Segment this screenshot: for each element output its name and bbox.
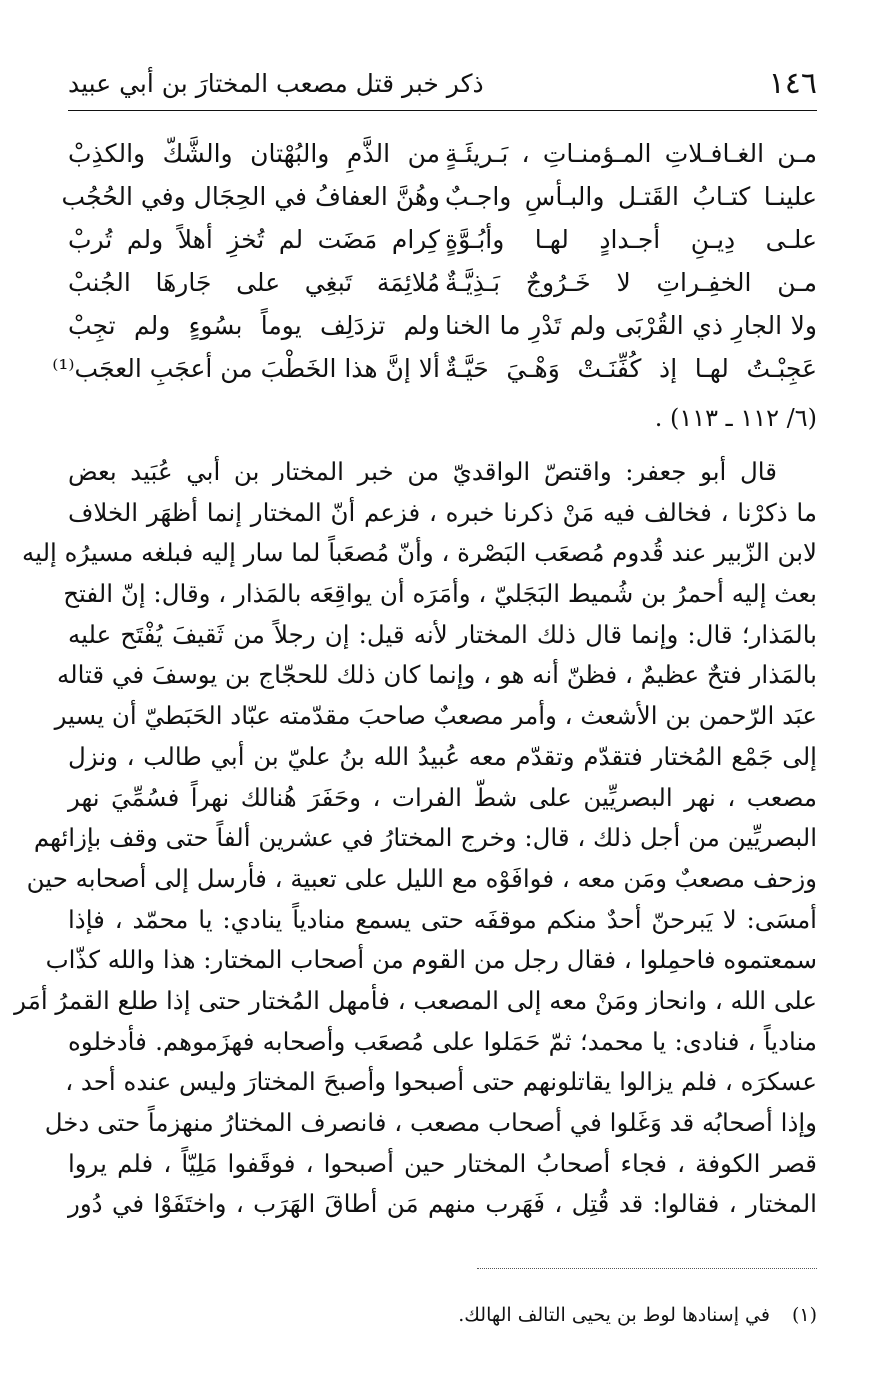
prose-line: مصعب ، نهر البصريِّين على شطّ الفرات ، وحَفَرَ هُنالك نهراً فسُمِّيَ نهر bbox=[68, 782, 817, 812]
page-header bbox=[68, 58, 817, 108]
header-rule bbox=[68, 110, 817, 111]
prose-line: لابن الزّبير عند قُدوم مُصعَب البَصْرة ، وأنّ مُصعَباً لما سار إليه فبلغه مسيرُه إليه bbox=[22, 538, 817, 568]
poem-line: علينـا كتـابُ القَتـل والبـأسِ واجـبٌ bbox=[445, 182, 817, 211]
prose-line: سمعتموه فاحمِلوا ، فقال رجل من القوم من أصحاب المختار: هذا والله كذّاب bbox=[45, 945, 817, 975]
prose-line: عبَد الرّحمن بن الأشعث ، وأمر مصعبٌ صاحبَ مقدّمته عبّاد الحَبَطيّ أن يسير bbox=[54, 701, 817, 731]
poem-line: عَجِبْـتُ لهـا إذ كُفِّنَـتْ وَهْـيَ حَيَّـةٌ bbox=[445, 354, 817, 383]
prose-line: بعث إليه أحمرُ بن شُميط البَجَليّ ، وأمَرَه أن يواقِعَه بالمَذار ، وقال: إنّ الفتح bbox=[63, 579, 817, 609]
footnote-text: في إسنادها لوط بن يحيى التالف الهالك. bbox=[458, 1304, 770, 1326]
prose-line: قال أبو جعفر: واقتصّ الواقديّ من خبر المختار بن أبي عُبَيد بعض bbox=[68, 457, 777, 486]
page-number: ١٤٦ bbox=[768, 65, 817, 101]
poem-line: وهُنَّ العفافُ في الحِجَال وفي الحُجُب bbox=[61, 182, 440, 211]
poem-line: ولا الجارِ ذي القُرْبَى ولم تَدْرِ ما الخنا bbox=[445, 311, 817, 340]
footnote bbox=[68, 1300, 817, 1330]
prose-line: منادياً ، فنادى: يا محمد؛ ثمّ حَمَلوا على مُصعَب وأصحابه فهزَموهم. فأدخلوه bbox=[68, 1026, 817, 1056]
poem-line: مـن الخفِـراتِ لا خَـرُوجٌ بَـذِيَّـةٌ bbox=[445, 268, 817, 297]
prose-body bbox=[14, 452, 817, 1225]
prose-line: ما ذكرْنا ، فخالف فيه مَنْ ذكرنا خبره ، فزعم أنّ المختار إنما أظهَر الخلاف bbox=[68, 497, 817, 527]
prose-line: أمسَى: لا يَبرحنّ أحدٌ منكم موقفَه حتى يسمع منادياً ينادي: يا محمّد ، فإذا bbox=[68, 904, 817, 934]
prose-line: البصريِّين من أجل ذلك ، قال: وخرج المختارُ في عشرين ألفاً حتى وقف بإزائهم bbox=[33, 823, 817, 853]
poem-line: من الذَّمِ والبُهْتان والشَّكّ والكذِبْ bbox=[68, 139, 440, 168]
poem-line: مـن الغـافـلاتِ المـؤمنـاتِ ، بَـريئَـةٍ bbox=[445, 139, 817, 168]
poem-line: مُلائِمَة تَبغِي على جَارهَا الجُنبْ bbox=[68, 268, 440, 297]
prose-line: المختار ، فقالوا: قد قُتِل ، فَهَرب منهم مَن أطاقَ الهَرَب ، واختَفَوْا في دُور bbox=[68, 1189, 817, 1219]
poem-right-column bbox=[445, 132, 817, 432]
poem-reference: (٦/ ١١٢ ـ ١١٣) . bbox=[654, 404, 817, 432]
prose-line: عسكرَه ، فلم يزالوا يقاتلونهم حتى أصبحوا وأصبحَ المختارَ وليس عنده أحد ، bbox=[65, 1067, 817, 1097]
prose-line: وزحف مصعبٌ ومَن معه ، فوافَوْه مع الليل على تعبية ، فأرسل إلى أصحابه حين bbox=[26, 863, 817, 893]
poem-line: ولم تزدَلِف يوماً بسُوءٍ ولم تجِبْ bbox=[68, 311, 440, 340]
poem-line: علـى دِيـنِ أجـدادٍ لهـا وأبُـوَّةٍ bbox=[445, 225, 817, 254]
prose-line: بالمَذار فتحٌ عظيمٌ ، فظنّ أنه هو ، وإنما كان ذلك للحجّاج بن يوسفَ في قتاله bbox=[56, 660, 817, 690]
prose-line: بالمَذار؛ قال: وإنما قال ذلك المختار لأنه قيل: إن رجلاً من ثَقيفَ يُفْتَح عليه bbox=[68, 619, 817, 649]
poem-line: كِرام مَضَت لم تُخزِ أهلاً ولم تُربْ bbox=[68, 225, 440, 254]
prose-line: قصر الكوفة ، فجاء أصحابُ المختار حين أصبحوا ، فوقَفوا مَلِيّاً ، فلم يروا bbox=[68, 1148, 817, 1178]
prose-line: إلى جَمْع المُختار فتقدّم وتقدّم معه عُبيدُ الله بنُ عليّ بن أبي طالب ، ونزل bbox=[68, 741, 817, 771]
footnote-marker: (١) bbox=[791, 1304, 817, 1326]
poem-left-column bbox=[52, 132, 440, 432]
prose-line: على الله ، وانحاز ومَنْ معه إلى المصعب ، فأمهل المُختار حتى إذا طلع القمرُ أمَر bbox=[14, 985, 817, 1015]
poem bbox=[52, 132, 817, 432]
poem-line: ألا إنَّ هذا الخَطْبَ من أعجَبِ العجَب⁽¹⁾ bbox=[52, 354, 440, 383]
running-title: ذكر خبر قتل مصعب المختارَ بن أبي عبيد bbox=[68, 68, 484, 98]
footnote-separator bbox=[477, 1268, 817, 1269]
prose-line: وإذا أصحابُه قد وَغَلوا في أصحاب مصعب ، فانصرف المختارُ منهزماً حتى دخل bbox=[44, 1108, 817, 1137]
